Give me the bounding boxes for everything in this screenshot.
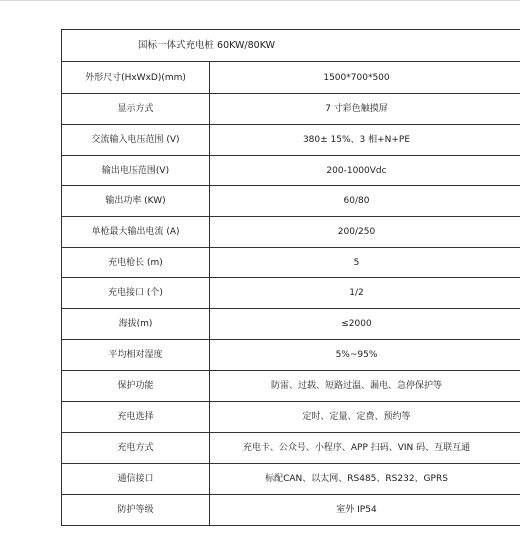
row-value: 200/250 [210, 217, 520, 248]
row-label: 充电方式 [62, 433, 210, 464]
row-value: ≤2000 [210, 309, 520, 340]
table-row [62, 186, 520, 217]
table-row [62, 217, 520, 248]
table-row [62, 464, 520, 495]
row-label: 交流输入电压范围 (V) [62, 125, 210, 156]
row-value: 防雷、过载、短路过温、漏电、急停保护等 [210, 371, 520, 402]
row-value: 5 [210, 248, 520, 278]
table-row [62, 94, 520, 125]
row-value: 60/80 [210, 186, 520, 217]
table-row [62, 278, 520, 309]
row-label: 充电选择 [62, 402, 210, 433]
row-value: 标配CAN、以太网、RS485、RS232、GPRS [210, 464, 520, 495]
table-row [62, 371, 520, 402]
row-value: 定时、定量、定费、预约等 [210, 402, 520, 433]
table-row [62, 433, 520, 464]
row-value: 1500*700*500 [210, 62, 520, 94]
spec-table [61, 29, 520, 526]
table-row [62, 309, 520, 340]
row-label: 充电枪长 (m) [62, 248, 210, 278]
row-label: 保护功能 [62, 371, 210, 402]
row-label: 平均相对湿度 [62, 340, 210, 371]
row-label: 显示方式 [62, 94, 210, 125]
row-value: 1/2 [210, 278, 520, 309]
row-label: 充电接口 (个) [62, 278, 210, 309]
row-value: 室外 IP54 [210, 495, 520, 526]
row-value: 380± 15%、3 相+N+PE [210, 125, 520, 156]
row-label: 输出电压范围(V) [62, 156, 210, 186]
table-row [62, 248, 520, 278]
row-label: 海拔(m) [62, 309, 210, 340]
table-row [62, 125, 520, 156]
row-value: 5%~95% [210, 340, 520, 371]
table-row [62, 62, 520, 94]
table-row [62, 402, 520, 433]
table-row [62, 495, 520, 526]
row-label: 输出功率 (KW) [62, 186, 210, 217]
table-title-row [62, 30, 520, 62]
table-row [62, 340, 520, 371]
row-value: 7 寸彩色触摸屏 [210, 94, 520, 125]
top-divider [0, 0, 520, 1]
row-value: 200-1000Vdc [210, 156, 520, 186]
row-label: 通信接口 [62, 464, 210, 495]
row-label: 单枪最大输出电流 (A) [62, 217, 210, 248]
row-value: 充电卡、公众号、小程序、APP 扫码、VIN 码、互联互通 [210, 433, 520, 464]
table-row [62, 156, 520, 186]
row-label: 外形尺寸(HxWxD)(mm) [62, 62, 210, 94]
table-title: 国标一体式充电桩 60KW/80KW [62, 30, 520, 62]
row-label: 防护等级 [62, 495, 210, 526]
